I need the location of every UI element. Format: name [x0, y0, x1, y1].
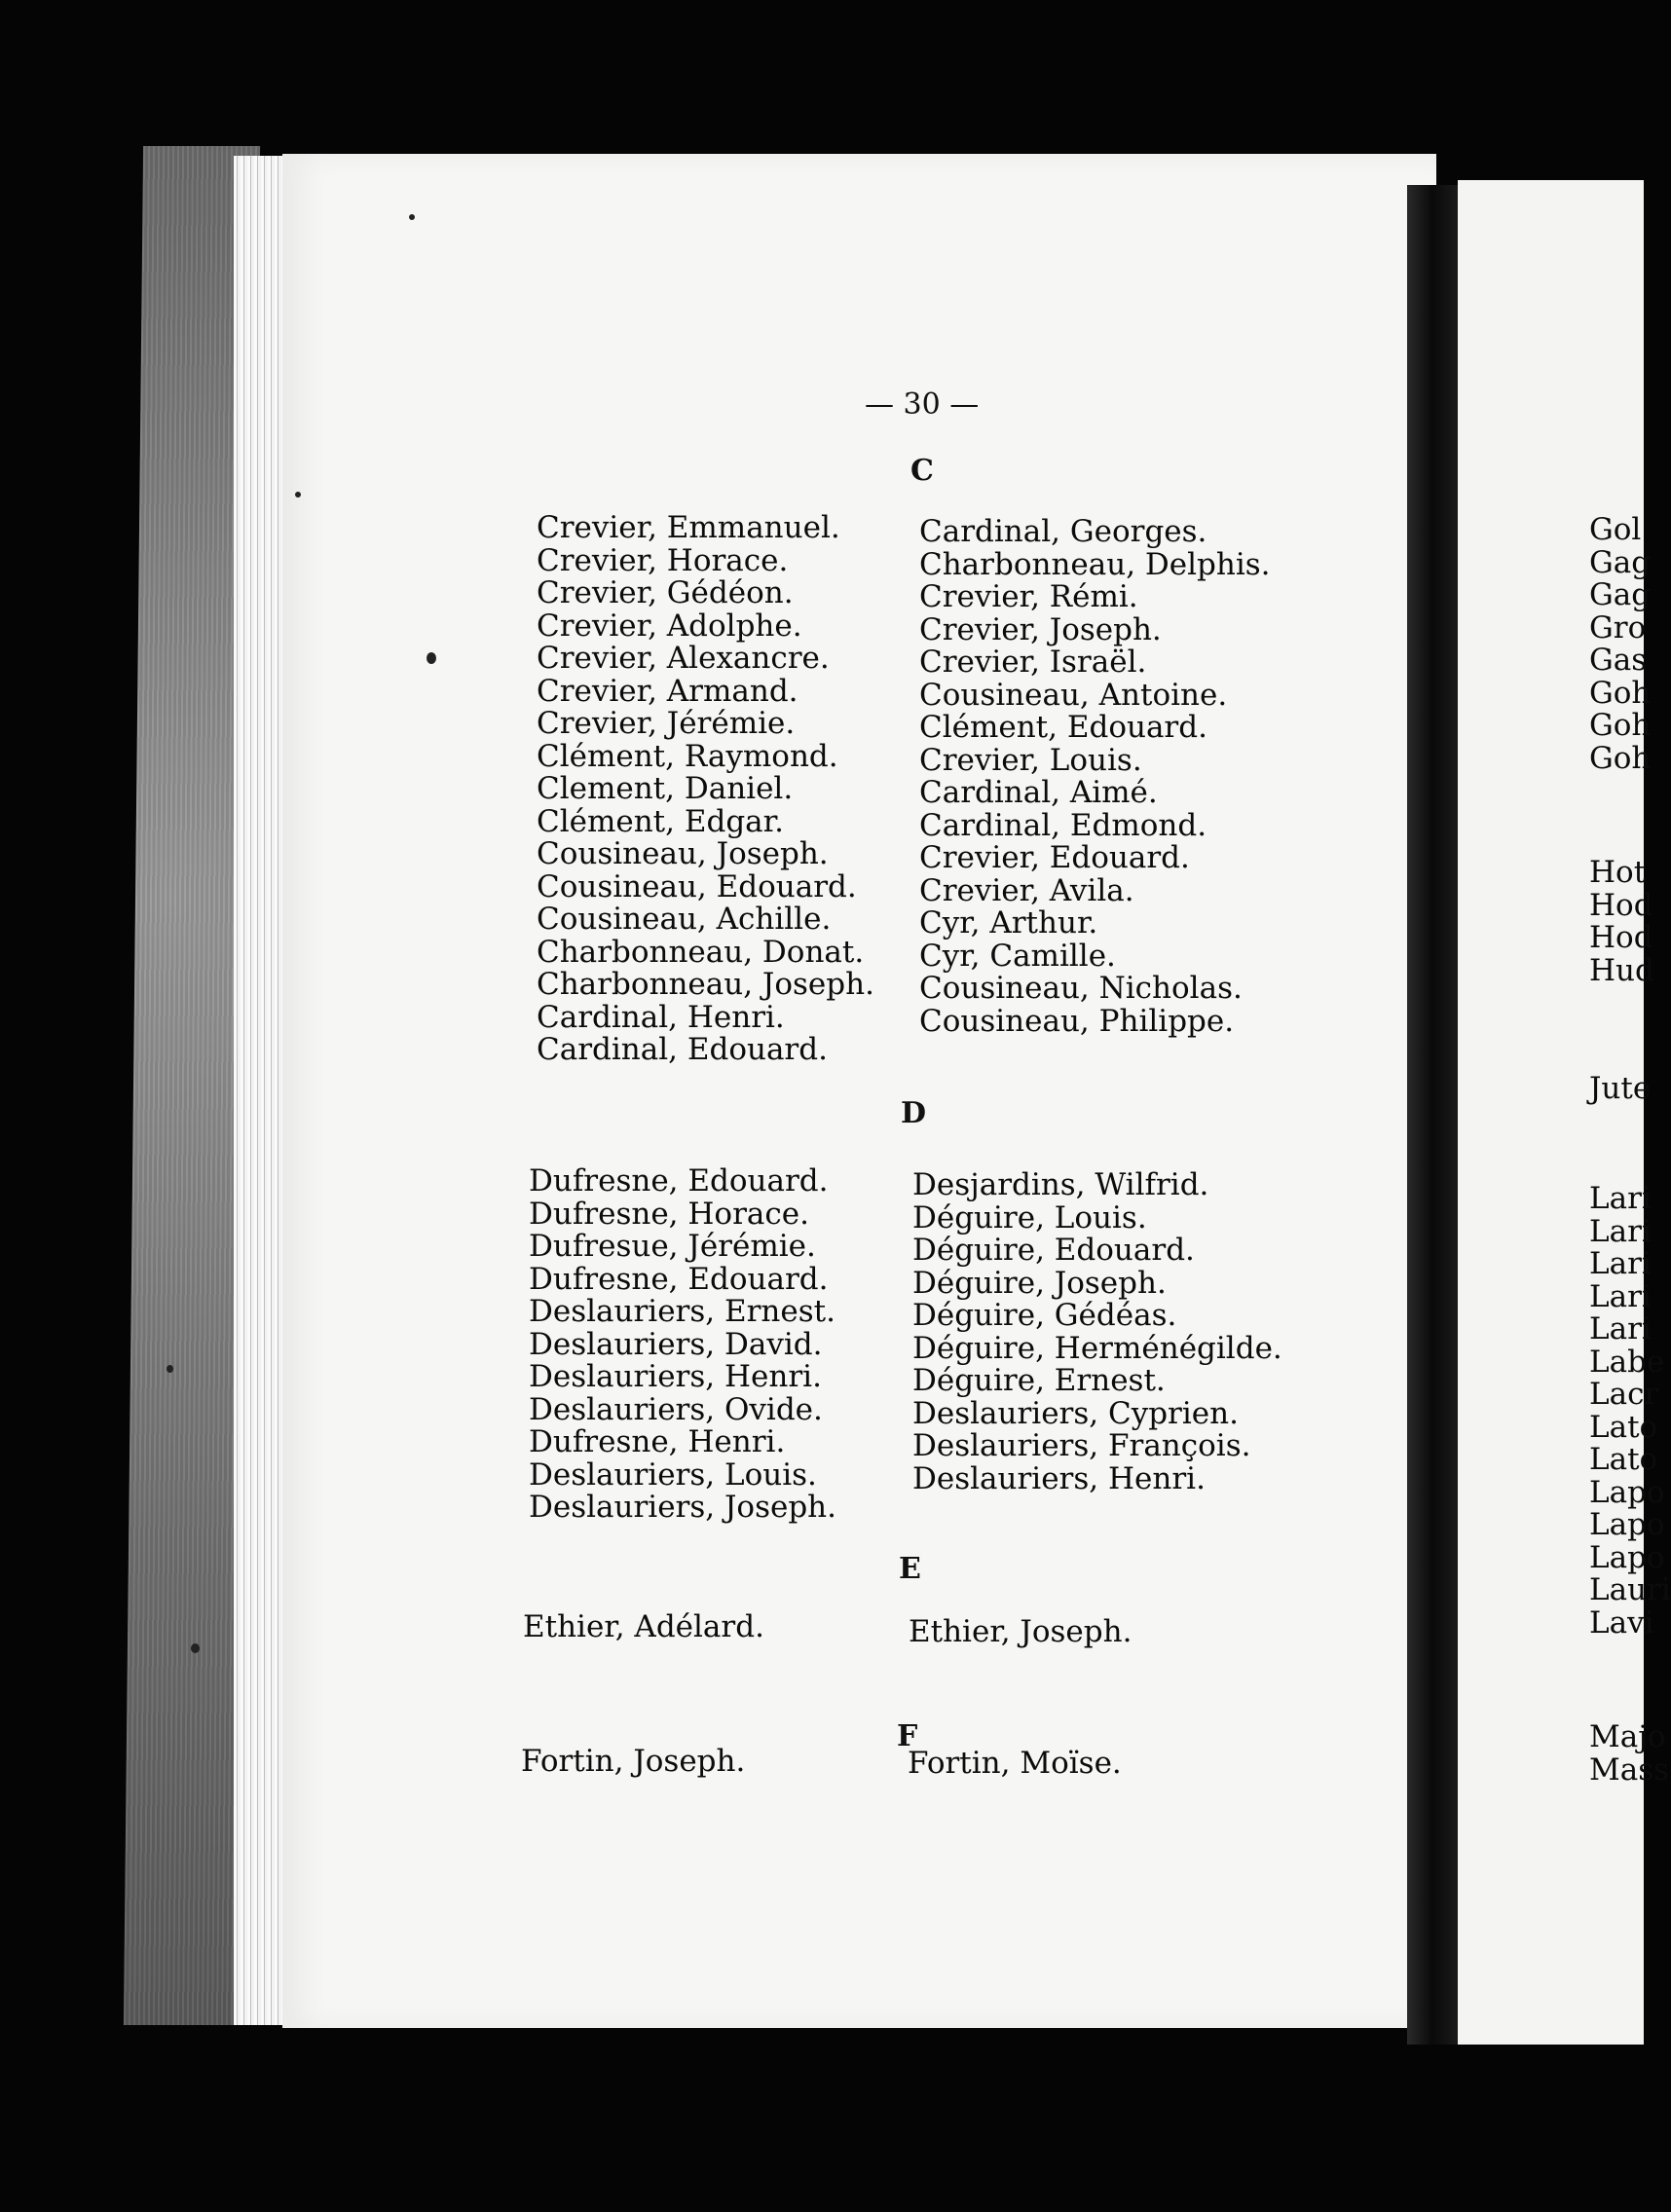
book-gutter — [1407, 185, 1458, 2045]
section-f-left-column — [521, 1746, 745, 1779]
name-entry: Cousineau, Achille. — [537, 902, 832, 937]
name-entry: Dufresne, Horace. — [529, 1196, 809, 1232]
section-c-left-column — [537, 512, 874, 1067]
scan-speck — [427, 652, 436, 664]
name-entry: Charbonneau, Joseph. — [537, 967, 874, 1002]
name-entry: Cousineau, Joseph. — [537, 836, 829, 871]
name-entry: Cousineau, Edouard. — [537, 868, 857, 904]
name-entry: Crevier, Emmanuel. — [537, 510, 840, 545]
name-entry: Cardinal, Edmond. — [919, 807, 1207, 843]
name-fragment: Jute — [1589, 1071, 1652, 1106]
name-entry: Cyr, Arthur. — [919, 905, 1098, 940]
name-entry: Déguire, Herménégilde. — [912, 1330, 1282, 1366]
name-entry: Déguire, Edouard. — [912, 1233, 1195, 1268]
name-fragment: Lacr — [1589, 1377, 1659, 1412]
name-fragment: Lari — [1589, 1278, 1652, 1314]
name-fragment: Lapo — [1589, 1474, 1665, 1510]
name-entry: Fortin, Moïse. — [908, 1746, 1122, 1781]
section-letter-c: C — [910, 454, 934, 488]
name-fragment: Goh — [1589, 740, 1652, 776]
name-entry: Deslauriers, Ovide. — [529, 1391, 823, 1427]
name-entry: Crevier, Gédéon. — [537, 575, 794, 610]
left-page — [282, 154, 1436, 2028]
facing-page-column-g — [1589, 514, 1651, 775]
name-fragment: Lapo — [1589, 1539, 1665, 1575]
name-entry: Cousineau, Nicholas. — [919, 971, 1243, 1006]
name-fragment: Gag — [1589, 544, 1652, 580]
name-fragment: Hod — [1589, 887, 1653, 923]
name-fragment: Gas — [1589, 643, 1648, 678]
scan-speck — [295, 492, 301, 498]
name-entry: Cardinal, Aimé. — [919, 775, 1158, 810]
name-entry: Deslauriers, Cyprien. — [912, 1395, 1239, 1431]
name-entry: Déguire, Joseph. — [912, 1265, 1167, 1301]
name-entry: Ethier, Adélard. — [523, 1609, 764, 1644]
section-e-right-column — [909, 1616, 1132, 1649]
name-fragment: Lari — [1589, 1246, 1652, 1281]
name-entry: Deslauriers, Joseph. — [529, 1490, 836, 1525]
name-entry: Deslauriers, Henri. — [529, 1359, 822, 1394]
name-entry: Dufresne, Edouard. — [529, 1261, 829, 1297]
name-entry: Crevier, Avila. — [919, 872, 1134, 908]
name-fragment: Lauri — [1589, 1572, 1671, 1607]
name-entry: Dufresne, Henri. — [529, 1424, 786, 1459]
name-fragment: Goh — [1589, 675, 1652, 711]
name-entry: Crevier, Louis. — [919, 742, 1142, 778]
name-fragment: Lari — [1589, 1213, 1652, 1249]
scan-speck — [409, 214, 415, 220]
name-entry: Charbonneau, Donat. — [537, 934, 865, 970]
facing-page-column-l — [1589, 1183, 1671, 1640]
name-entry: Cardinal, Edouard. — [537, 1032, 828, 1067]
name-entry: Charbonneau, Delphis. — [919, 546, 1271, 582]
name-entry: Déguire, Louis. — [912, 1199, 1147, 1235]
name-entry: Deslauriers, Ernest. — [529, 1294, 836, 1329]
name-fragment: Lari — [1589, 1311, 1652, 1346]
name-entry: Crevier, Horace. — [537, 542, 789, 578]
name-fragment: Mass — [1589, 1751, 1670, 1788]
name-entry: Cousineau, Antoine. — [919, 677, 1228, 713]
name-entry: Cyr, Camille. — [919, 938, 1116, 974]
name-fragment: Labe — [1589, 1344, 1665, 1380]
name-entry: Crevier, Adolphe. — [537, 608, 802, 644]
name-entry: Dufresne, Edouard. — [529, 1163, 829, 1198]
section-d-right-column — [912, 1169, 1282, 1495]
name-fragment: Lari — [1589, 1181, 1652, 1216]
name-entry: Crevier, Armand. — [537, 673, 798, 709]
name-entry: Clement, Daniel. — [537, 771, 794, 806]
name-entry: Deslauriers, David. — [529, 1326, 823, 1362]
section-c-right-column — [919, 516, 1271, 1038]
name-entry: Clément, Edouard. — [919, 710, 1207, 745]
name-entry: Dufresue, Jérémie. — [529, 1229, 816, 1264]
name-fragment: Gag — [1589, 577, 1652, 612]
name-fragment: Hot — [1589, 855, 1647, 890]
name-fragment: Lato — [1589, 1409, 1658, 1445]
name-entry: Crevier, Edouard. — [919, 840, 1190, 875]
name-entry: Cardinal, Georges. — [919, 514, 1207, 549]
name-entry: Cousineau, Philippe. — [919, 1003, 1235, 1039]
name-entry: Crevier, Rémi. — [919, 579, 1138, 614]
name-fragment: Goh — [1589, 708, 1652, 743]
name-entry: Crevier, Jérémie. — [537, 706, 796, 741]
scan-speck — [191, 1643, 200, 1653]
name-fragment: Lapo — [1589, 1507, 1665, 1542]
name-entry: Déguire, Ernest. — [912, 1363, 1166, 1398]
name-entry: Crevier, Joseph. — [919, 611, 1162, 647]
section-f-right-column — [908, 1748, 1122, 1781]
name-entry: Cardinal, Henri. — [537, 999, 785, 1035]
section-letter-f: F — [897, 1719, 918, 1753]
section-letter-d: D — [901, 1096, 927, 1130]
name-entry: Clément, Edgar. — [537, 803, 784, 839]
name-entry: Déguire, Gédéas. — [912, 1298, 1177, 1333]
name-fragment: Lavi — [1589, 1604, 1654, 1641]
scan-speck — [167, 1365, 173, 1373]
name-entry: Deslauriers, Henri. — [912, 1460, 1206, 1496]
facing-page-column-j — [1589, 1073, 1651, 1106]
name-fragment: Hud — [1589, 952, 1654, 988]
name-entry: Deslauriers, Louis. — [529, 1456, 817, 1493]
section-d-left-column — [529, 1165, 836, 1525]
name-fragment: Majo — [1589, 1719, 1666, 1754]
name-entry: Deslauriers, François. — [912, 1428, 1251, 1463]
name-fragment: Gol — [1589, 512, 1642, 547]
name-entry: Desjardins, Wilfrid. — [912, 1167, 1209, 1202]
name-entry: Fortin, Joseph. — [521, 1744, 746, 1779]
name-entry: Clément, Raymond. — [537, 738, 838, 774]
page-number: — 30 — — [865, 387, 980, 422]
name-entry: Ethier, Joseph. — [909, 1614, 1133, 1649]
facing-page-column-h — [1589, 857, 1654, 987]
name-fragment: Lato — [1589, 1442, 1658, 1477]
section-e-left-column — [523, 1611, 764, 1644]
name-entry: Crevier, Israël. — [919, 645, 1147, 680]
section-letter-e: E — [899, 1552, 921, 1586]
facing-page-column-m — [1589, 1721, 1669, 1787]
name-fragment: Hod — [1589, 920, 1653, 955]
name-fragment: Gro — [1589, 609, 1647, 645]
name-entry: Crevier, Alexancre. — [537, 641, 830, 676]
